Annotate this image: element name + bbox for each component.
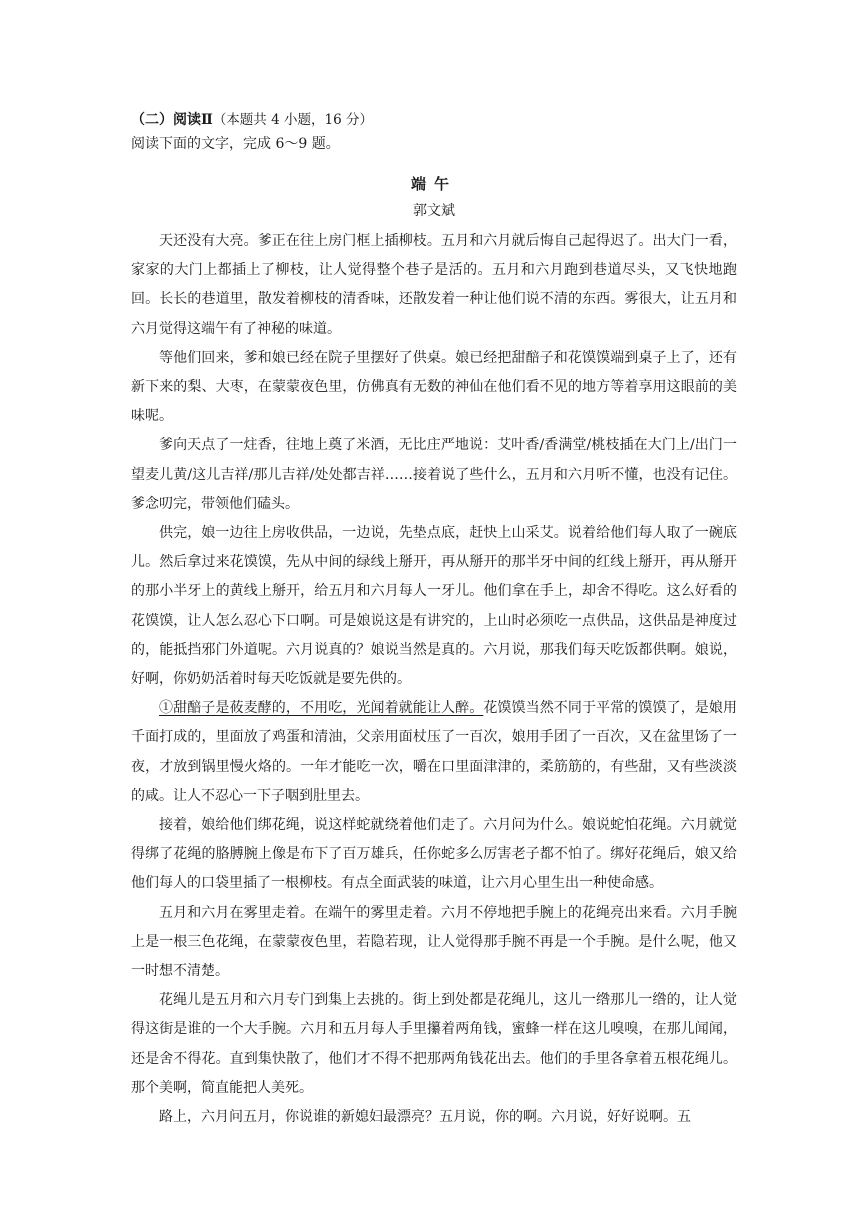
- section-heading-note: （本题共 4 小题，16 分）: [212, 112, 373, 128]
- section-heading: [131, 108, 737, 132]
- paragraph-5-rest: 花馍馍当然不同于平常的馍馍了，是娘用千面打成的，里面放了鸡蛋和清油，父亲用面杖压了一百次，娘用手团了一百次，又在盆里饧了一夜，才放到锅里慢火烙的。一年才能吃一次，嚼在口里面津津的，柔筋筋的，有些甜，又有些淡淡的咸。让人不忍心一下子咽到肚里去。: [131, 700, 738, 804]
- paragraph-6: 接着，娘给他们绑花绳，说这样蛇就绕着他们走了。六月问为什么。娘说蛇怕花绳。六月就觉得绑了花绳的胳膊腕上像是布下了百万雄兵，任你蛇多么厉害老子都不怕了。绑好花绳后，娘又给他们每人的口袋里插了一根柳枝。有点全面武装的味道，让六月心里生出一种使命感。: [131, 817, 737, 892]
- article-body: [131, 227, 737, 1132]
- article-author: 郭文斌: [413, 203, 455, 219]
- section-heading-label: （二）阅读Ⅱ: [131, 112, 213, 128]
- paragraph-5: [131, 694, 737, 811]
- reading-instruction: 阅读下面的文字，完成 6～9 题。: [131, 136, 340, 152]
- paragraph-1: 天还没有大亮。爹正在往上房门框上插柳枝。五月和六月就后悔自己起得迟了。出大门一看，家家的大门上都插上了柳枝，让人觉得整个巷子是活的。五月和六月跑到巷道尽头，又飞快地跑回。长长的巷道里，散发着柳枝的清香味，还散发着一种让他们说不清的东西。雾很大，让五月和六月觉得这端午有了神秘的味道。: [131, 233, 737, 337]
- paragraph-8: 花绳儿是五月和六月专门到集上去挑的。街上到处都是花绳儿，这儿一绺那儿一绺的，让人觉得这街是谁的一个大手腕。六月和五月每人手里攥着两角钱，蜜蜂一样在这儿嗅嗅，在那儿闻闻，还是舍不得花。直到集快散了，他们才不得不把那两角钱花出去。他们的手里各拿着五根花绳儿。那个美啊，简直能把人美死。: [131, 992, 737, 1096]
- article-title: 端午: [410, 175, 457, 193]
- paragraph-7: 五月和六月在雾里走着。在端午的雾里走着。六月不停地把手腕上的花绳亮出来看。六月手腕上是一根三色花绳，在蒙蒙夜色里，若隐若现，让人觉得那手腕不再是一个手腕。是什么呢，他又一时想不清楚。: [131, 904, 737, 980]
- paragraph-3: 爹向天点了一炷香，往地上奠了米酒，无比庄严地说：艾叶香/香满堂/桃枝插在大门上/出门一望麦儿黄/这儿吉祥/那儿吉祥/处处都吉祥……接着说了些什么，五月和六月听不懂，也没有记住。爹念叨完，带领他们磕头。: [131, 437, 737, 512]
- paragraph-2: 等他们回来，爹和娘已经在院子里摆好了供桌。娘已经把甜醅子和花馍馍端到桌子上了，还有新下来的梨、大枣，在蒙蒙夜色里，仿佛真有无数的神仙在他们看不见的地方等着享用这眼前的美味呢。: [131, 349, 737, 425]
- underlined-sentence: ①甜醅子是莜麦酵的，不用吃，光闻着就能让人醉。: [159, 700, 484, 717]
- paragraph-4: 供完，娘一边往上房收供品，一边说，先垫点底，赶快上山采艾。说着给他们每人取了一碗底儿。然后拿过来花馍馍，先从中间的绿线上掰开，再从掰开的那半牙中间的红线上掰开，再从掰开的那小半牙上的黄线上掰开，给五月和六月每人一牙儿。他们拿在手上，却舍不得吃。这么好看的花馍馍，让人怎么忍心下口啊。可是娘说这是有讲究的，上山时必须吃一点供品，这供品是神度过的，能抵挡邪门外道呢。六月说真的？娘说当然是真的。六月说，那我们每天吃饭都供啊。娘说，好啊，你奶奶活着时每天吃饭就是要先供的。: [131, 525, 737, 688]
- paragraph-9: 路上，六月问五月，你说谁的新媳妇最漂亮？五月说，你的啊。六月说，好好说啊。五: [159, 1109, 691, 1126]
- document-page: [131, 108, 737, 1132]
